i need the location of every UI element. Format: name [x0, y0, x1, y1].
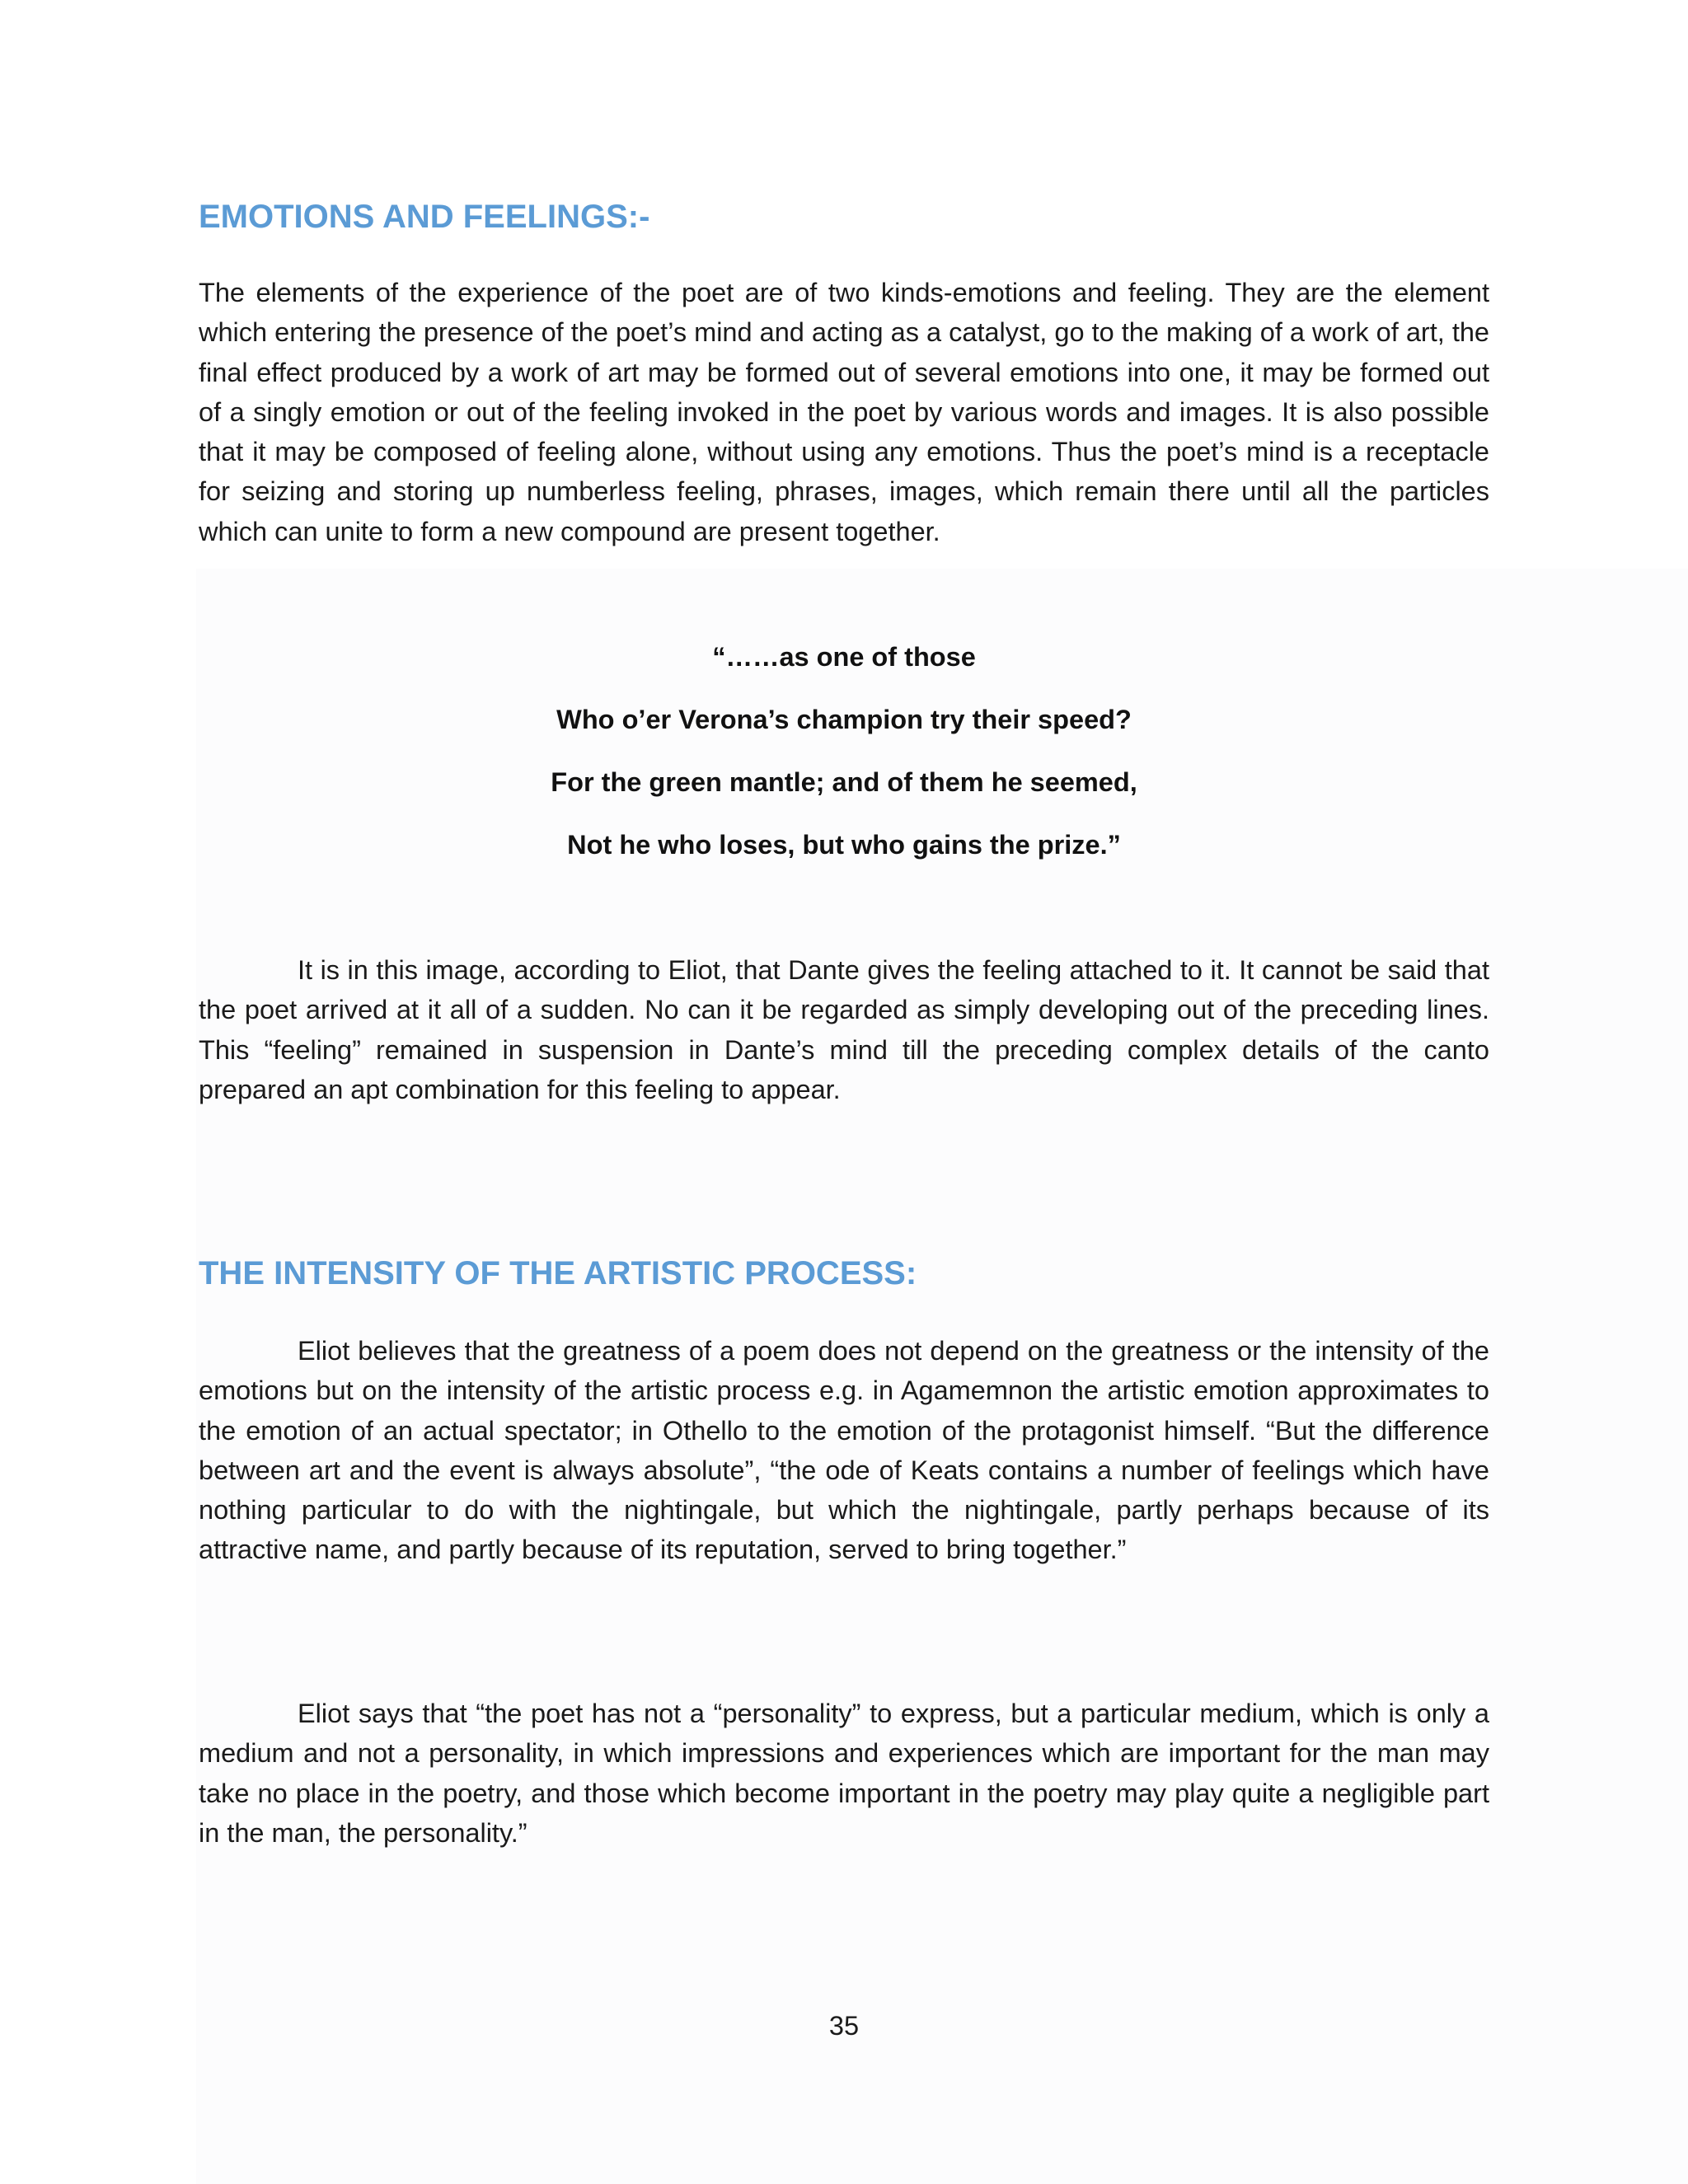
paragraph-dante-image: It is in this image, according to Eliot, that Dante gives the feeling attached to it. It cannot be said that the poet arrived at it all of a sudden. No can it be regarded as simply developing out of the preceding lines. This “feeling” remained in suspension in Dante’s mind till the preceding complex details of the canto prepared an apt combination for this feeling to appear. — [199, 955, 1489, 1104]
section-heading-intensity-of-artistic-process: THE INTENSITY OF THE ARTISTIC PROCESS: — [199, 1255, 917, 1291]
paragraph-poet-personality: Eliot says that “the poet has not a “personality” to express, but a particular medium, which is only a medium and not a personality, in which impressions and experiences which are important for the man may take no place in the poetry, and those which become important in the poetry may play quite a negligible part in the man, the personality.” — [199, 1699, 1489, 1848]
verse-line: For the green mantle; and of them he seemed, — [551, 767, 1137, 797]
paragraph-elements-of-experience: The elements of the experience of the poet are of two kinds-emotions and feeling. They are the element which entering the presence of the poet’s mind and acting as a catalyst, go to the making of a work of art, the final effect produced by a work of art may be formed out of several emotions into one, it may be formed out of a singly emotion or out of the feeling invoked in the poet by various words and images. It is also possible that it may be composed of feeling alone, without using any emotions. Thus the poet’s mind is a receptacle for seizing and storing up numberless feeling, phrases, images, which remain there until all the particles which can unite to form a new compound are present together. — [199, 278, 1489, 546]
section-heading-emotions-and-feelings: EMOTIONS AND FEELINGS:- — [199, 199, 650, 235]
paragraph-greatness-of-poem: Eliot believes that the greatness of a poem does not depend on the greatness or the intensity of the emotions but on the intensity of the artistic process e.g. in Agamemnon the artistic emotion approximates to the emotion of an actual spectator; in Othello to the emotion of the protagonist himself. “But the difference between art and the event is always absolute”, “the ode of Keats contains a number of feelings which have nothing particular to do with the nightingale, but which the nightingale, partly perhaps because of its attractive name, and partly because of its reputation, served to bring together.” — [199, 1336, 1489, 1565]
verse-line: “……as one of those — [712, 642, 976, 672]
verse-quotation — [199, 637, 1489, 888]
verse-line: Who o’er Verona’s champion try their speed? — [556, 705, 1132, 734]
page-number: 35 — [828, 2011, 860, 2041]
verse-line: Not he who loses, but who gains the prize.” — [567, 830, 1121, 860]
